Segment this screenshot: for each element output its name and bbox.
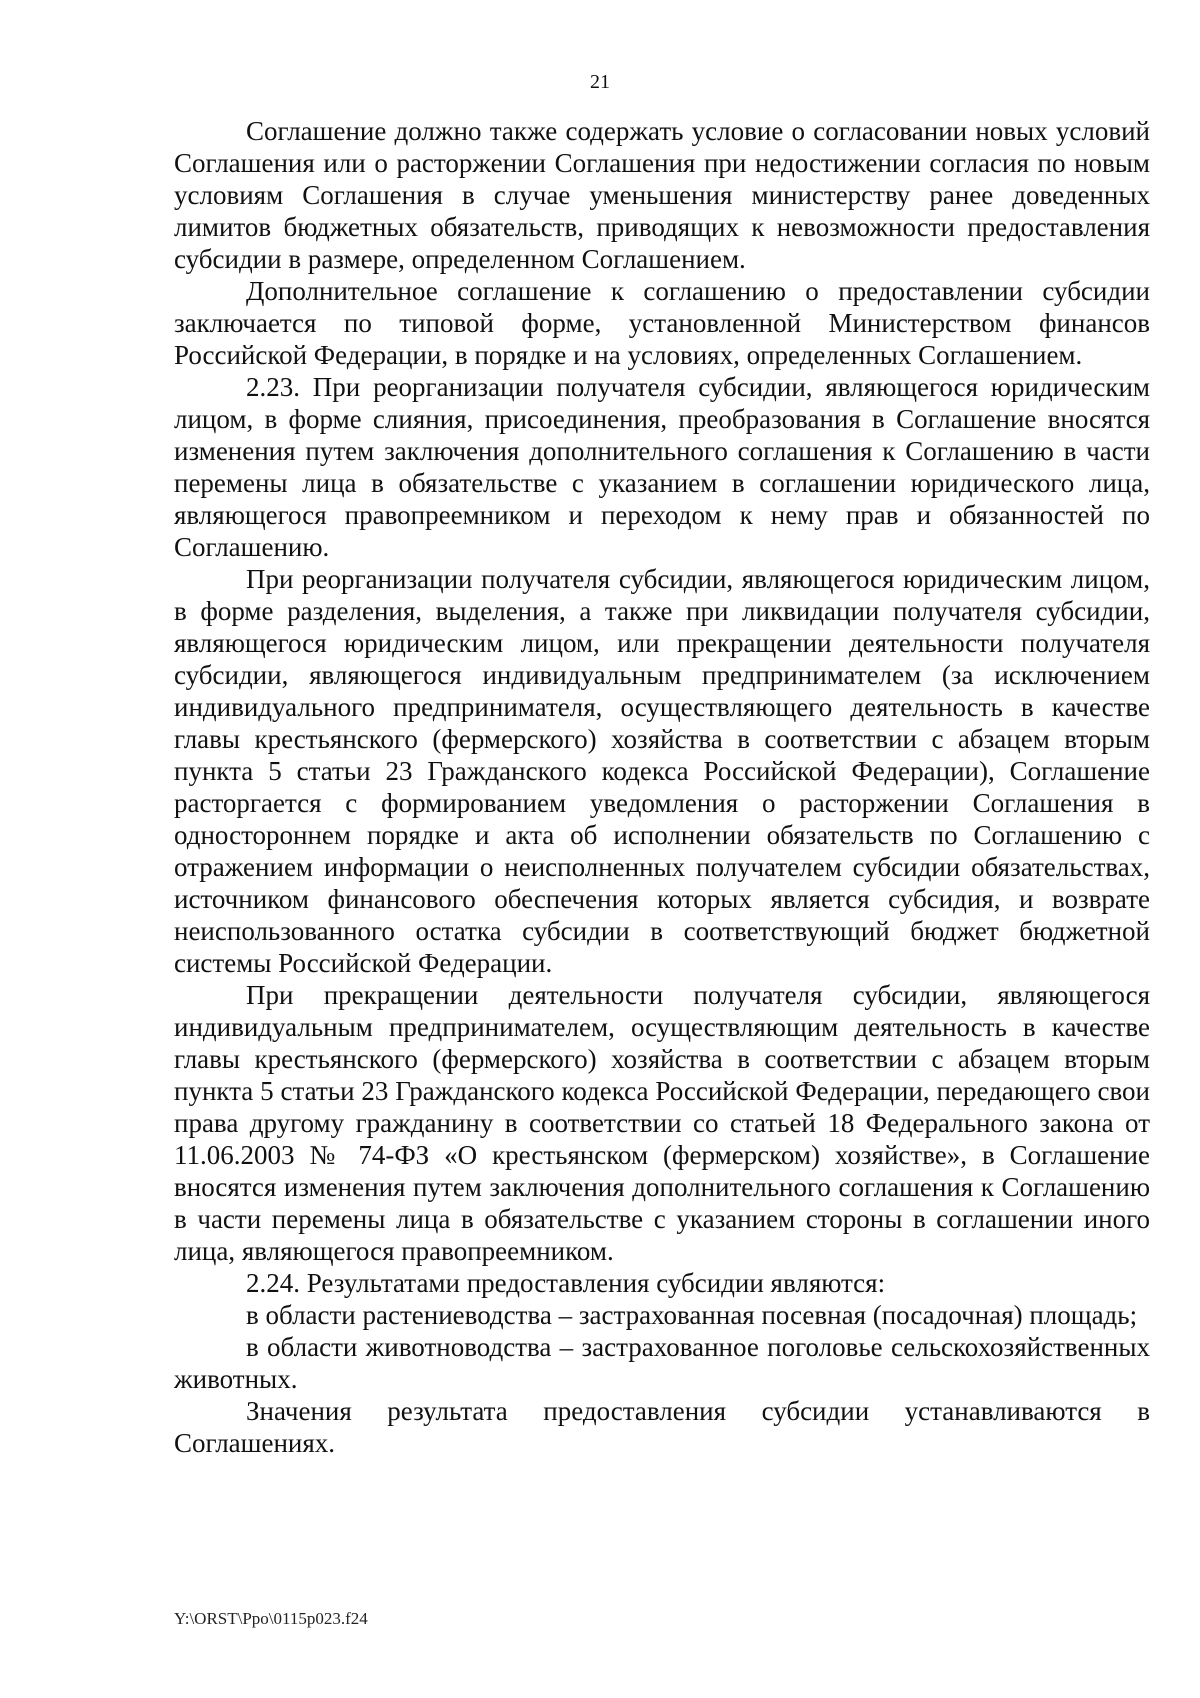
paragraph-farm-head-termination: При прекращении деятельности получателя субсидии, являющегося индивидуальным предпринимателем, осуществляющим деятельность в качестве главы крестьянского (фермерского) хозяйства в соответствии с абзацем вторым пункта 5 статьи 23 Гражданского кодекса Российской Федерации, передающего свои права другому гражданину в соответствии со статьей 18 Федерального закона от 11.06.2003 № 74-ФЗ «О крестьянском (фермерском) хозяйстве», в Соглашение вносятся изменения путем заключения дополнительного соглашения к Соглашению в части перемены лица в обязательстве с указанием стороны в соглашении иного лица, являющегося правопреемником. [174,980,1150,1266]
footer-file-path: Y:\ORST\Ppo\0115p023.f24 [174,1609,368,1628]
page-number: 21 [590,71,610,93]
paragraph-agreement-conditions: Соглашение должно также содержать условие о согласовании новых условий Соглашения или о расторжении Соглашения при недостижении согласия по новым условиям Соглашения в случае уменьшения министерству ранее доведенных лимитов бюджетных обязательств, приводящих к невозможности предоставления субсидии в размере, определенном Соглашением. [174,116,1150,274]
paragraph-crop-result: в области растениеводства – застрахованная посевная (посадочная) площадь; [246,1300,1138,1330]
paragraph-2-23-reorganization: 2.23. При реорганизации получателя субсидии, являющегося юридическим лицом, в форме слияния, присоединения, преобразования в Соглашение вносятся изменения путем заключения дополнительного соглашения к Соглашению в части перемены лица в обязательстве с указанием в соглашении юридического лица, являющегося правопреемником и переходом к нему прав и обязанностей по Соглашению. [174,372,1150,562]
paragraph-result-values: Значения результата предоставления субсидии устанавливаются в Соглашениях. [174,1396,1150,1458]
document-body [174,115,1150,1459]
paragraph-reorganization-termination: При реорганизации получателя субсидии, являющегося юридическим лицом, в форме разделения, выделения, а также при ликвидации получателя субсидии, являющегося юридическим лицом, или прекращении деятельности получателя субсидии, являющегося индивидуальным предпринимателем (за исключением индивидуального предпринимателя, осуществляющего деятельность в качестве главы крестьянского (фермерского) хозяйства в соответствии с абзацем вторым пункта 5 статьи 23 Гражданского кодекса Российской Федерации), Соглашение расторгается с формированием уведомления о расторжении Соглашения в одностороннем порядке и акта об исполнении обязательств по Соглашению с отражением информации о неисполненных получателем субсидии обязательствах, источником финансового обеспечения которых является субсидия, и возврате неиспользованного остатка субсидии в соответствующий бюджет бюджетной системы Российской Федерации. [174,564,1150,978]
paragraph-livestock-result: в области животноводства – застрахованное поголовье сельскохозяйственных животных. [174,1332,1150,1394]
paragraph-additional-agreement: Дополнительное соглашение к соглашению о предоставлении субсидии заключается по типовой форме, установленной Министерством финансов Российской Федерации, в порядке и на условиях, определенных Соглашением. [174,276,1150,370]
paragraph-2-24-results: 2.24. Результатами предоставления субсидии являются: [246,1268,886,1298]
